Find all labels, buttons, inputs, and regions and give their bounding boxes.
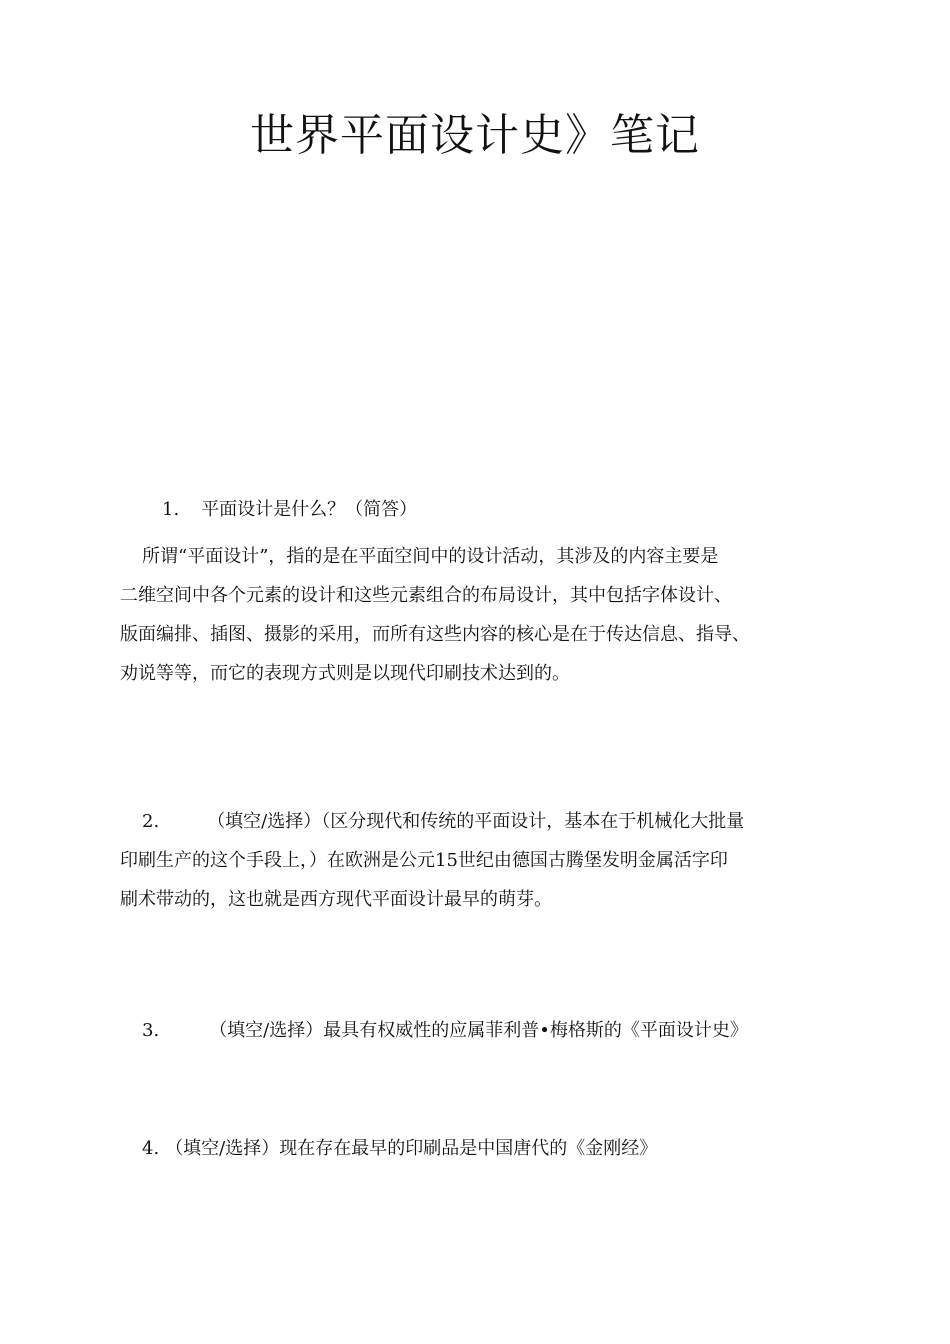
- question-2-paragraph: [120, 802, 744, 919]
- question-4-number: 4.: [142, 1138, 160, 1159]
- question-1-answer: [120, 537, 750, 693]
- question-3: [142, 1016, 748, 1046]
- answer-line: 劝说等等，而它的表现方式则是以现代印刷技术达到的。: [120, 663, 570, 684]
- question-1-title: 平面设计是什么？（简答）: [201, 499, 418, 520]
- question-3-text: （填空/选择）最具有权威性的应属菲利普•梅格斯的《平面设计史》: [209, 1020, 748, 1041]
- document-title: 世界平面设计史》笔记: [250, 110, 700, 161]
- answer-line: 印刷生产的这个手段上，）在欧洲是公元15世纪由德国古腾堡发明金属活字印: [120, 850, 728, 871]
- question-1-heading: [162, 495, 417, 525]
- answer-line: （填空/选择）（区分现代和传统的平面设计，基本在于机械化大批量: [207, 811, 745, 832]
- question-1-number: 1.: [162, 499, 180, 520]
- answer-line: 刷术带动的，这也就是西方现代平面设计最早的萌芽。: [120, 889, 552, 910]
- answer-line: 二维空间中各个元素的设计和这些元素组合的布局设计，其中包括字体设计、: [120, 585, 732, 606]
- question-3-number: 3.: [142, 1020, 160, 1041]
- question-4: [142, 1134, 657, 1164]
- answer-line: 版面编排、插图、摄影的采用，而所有这些内容的核心是在于传达信息、指导、: [120, 624, 750, 645]
- question-4-text: （填空/选择）现在存在最早的印刷品是中国唐代的《金刚经》: [165, 1138, 658, 1159]
- question-2-number: 2.: [142, 811, 160, 832]
- answer-line: 所谓“平面设计”，指的是在平面空间中的设计活动，其涉及的内容主要是: [142, 546, 719, 567]
